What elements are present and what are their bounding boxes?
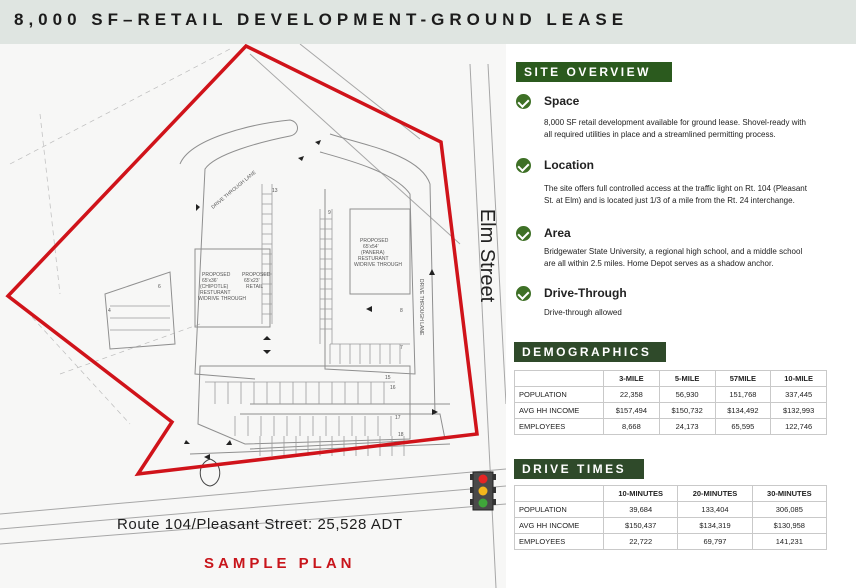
check-circle-icon — [516, 286, 531, 301]
svg-text:PROPOSED: PROPOSED — [360, 238, 389, 244]
table-cell: 69,797 — [678, 534, 752, 550]
table-cell: 306,085 — [752, 502, 826, 518]
space-text: 8,000 SF retail development available for ground lease. Shovel-ready with all required utilities in place and a streamlined permitting process. — [544, 118, 806, 139]
svg-text:W/DRIVE THROUGH: W/DRIVE THROUGH — [198, 296, 246, 302]
svg-text:RESTURANT: RESTURANT — [200, 290, 231, 296]
site-plan-drawing — [0, 44, 506, 588]
table-cell: 141,231 — [752, 534, 826, 550]
table-cell: 22,358 — [604, 387, 660, 403]
title-bar — [0, 0, 856, 44]
svg-text:W/DRIVE THROUGH: W/DRIVE THROUGH — [354, 262, 402, 268]
table-cell: 65,595 — [715, 419, 771, 435]
demographics-table — [514, 370, 827, 435]
drive-times-heading: DRIVE TIMES — [514, 459, 644, 479]
svg-text:8: 8 — [400, 308, 403, 314]
page-title: 8,000 SF–RETAIL DEVELOPMENT-GROUND LEASE — [14, 10, 629, 29]
svg-text:13: 13 — [272, 188, 278, 194]
svg-text:RESTURANT: RESTURANT — [358, 256, 389, 262]
table-cell: $150,732 — [659, 403, 715, 419]
table-cell: 22,722 — [604, 534, 678, 550]
area-title: Area — [544, 226, 571, 240]
svg-text:65'x54': 65'x54' — [363, 244, 379, 250]
svg-text:4: 4 — [108, 308, 111, 314]
table-row — [515, 403, 827, 419]
check-circle-icon — [516, 94, 531, 109]
site-plan-map — [0, 44, 506, 588]
svg-text:DRIVE THROUGH LANE: DRIVE THROUGH LANE — [210, 169, 258, 211]
space-title: Space — [544, 94, 580, 108]
table-cell: 39,684 — [604, 502, 678, 518]
svg-text:65'x23': 65'x23' — [244, 278, 260, 284]
area-text: Bridgewater State University, a regional high school, and a middle school are all within 2.5 miles. Home Depot serves as a shadow anchor. — [544, 247, 803, 268]
svg-text:6: 6 — [158, 284, 161, 290]
table-header-row — [515, 371, 827, 387]
table-cell: $150,437 — [604, 518, 678, 534]
row-label: AVG HH INCOME — [515, 518, 604, 534]
svg-text:(PANERA): (PANERA) — [361, 250, 385, 256]
svg-text:RETAIL: RETAIL — [246, 284, 264, 290]
table-cell: $157,494 — [604, 403, 660, 419]
svg-text:(CHIPOTLE): (CHIPOTLE) — [200, 284, 229, 290]
table-row — [515, 387, 827, 403]
table-cell: 133,404 — [678, 502, 752, 518]
check-circle-icon — [516, 158, 531, 173]
svg-text:18: 18 — [398, 432, 404, 438]
site-boundary — [8, 46, 477, 474]
sample-plan-label: SAMPLE PLAN — [204, 555, 356, 572]
svg-text:PROPOSED: PROPOSED — [242, 272, 271, 278]
table-cell: 56,930 — [659, 387, 715, 403]
table-header-row — [515, 486, 827, 502]
svg-text:65'x36': 65'x36' — [202, 278, 218, 284]
table-cell: 122,746 — [771, 419, 827, 435]
table-row — [515, 518, 827, 534]
svg-text:16: 16 — [390, 385, 396, 391]
column-header: 30-MINUTES — [752, 486, 826, 502]
check-circle-icon — [516, 226, 531, 241]
demographics-heading: DEMOGRAPHICS — [514, 342, 666, 362]
column-header: 20-MINUTES — [678, 486, 752, 502]
table-cell: $134,319 — [678, 518, 752, 534]
svg-text:9: 9 — [328, 210, 331, 216]
row-label: AVG HH INCOME — [515, 403, 604, 419]
site-overview-heading: SITE OVERVIEW — [516, 62, 672, 82]
drive-times-table — [514, 485, 827, 550]
row-label: POPULATION — [515, 387, 604, 403]
column-header: 57MILE — [715, 371, 771, 387]
svg-text:PROPOSED: PROPOSED — [202, 272, 231, 278]
table-cell: $132,993 — [771, 403, 827, 419]
row-label: EMPLOYEES — [515, 534, 604, 550]
column-header — [515, 486, 604, 502]
location-text: The site offers full controlled access at the traffic light on Rt. 104 (Pleasant St. at Elm) and is located just 1/3 of a mile from the Rt. 24 interchange. — [544, 184, 807, 205]
table-cell: 8,668 — [604, 419, 660, 435]
table-row — [515, 419, 827, 435]
traffic-count-label: Route 104/Pleasant Street: 25,528 ADT — [117, 516, 403, 533]
drive-through-title: Drive-Through — [544, 286, 627, 300]
column-header: 10-MILE — [771, 371, 827, 387]
table-cell: 24,173 — [659, 419, 715, 435]
row-label: EMPLOYEES — [515, 419, 604, 435]
table-cell: $134,492 — [715, 403, 771, 419]
row-label: POPULATION — [515, 502, 604, 518]
table-cell: 151,768 — [715, 387, 771, 403]
svg-text:7: 7 — [400, 345, 403, 351]
table-row — [515, 502, 827, 518]
location-title: Location — [544, 158, 594, 172]
column-header: 10-MINUTES — [604, 486, 678, 502]
column-header: 5-MILE — [659, 371, 715, 387]
street-label: Elm Street — [476, 208, 499, 303]
column-header — [515, 371, 604, 387]
svg-text:17: 17 — [395, 415, 401, 421]
svg-text:DRIVE THROUGH LANE: DRIVE THROUGH LANE — [418, 279, 424, 336]
svg-text:15: 15 — [385, 375, 391, 381]
traffic-light-icon — [470, 470, 496, 512]
info-panel — [506, 44, 856, 588]
column-header: 3-MILE — [604, 371, 660, 387]
drive-through-text: Drive-through allowed — [544, 308, 622, 317]
table-cell: $130,958 — [752, 518, 826, 534]
table-row — [515, 534, 827, 550]
table-cell: 337,445 — [771, 387, 827, 403]
